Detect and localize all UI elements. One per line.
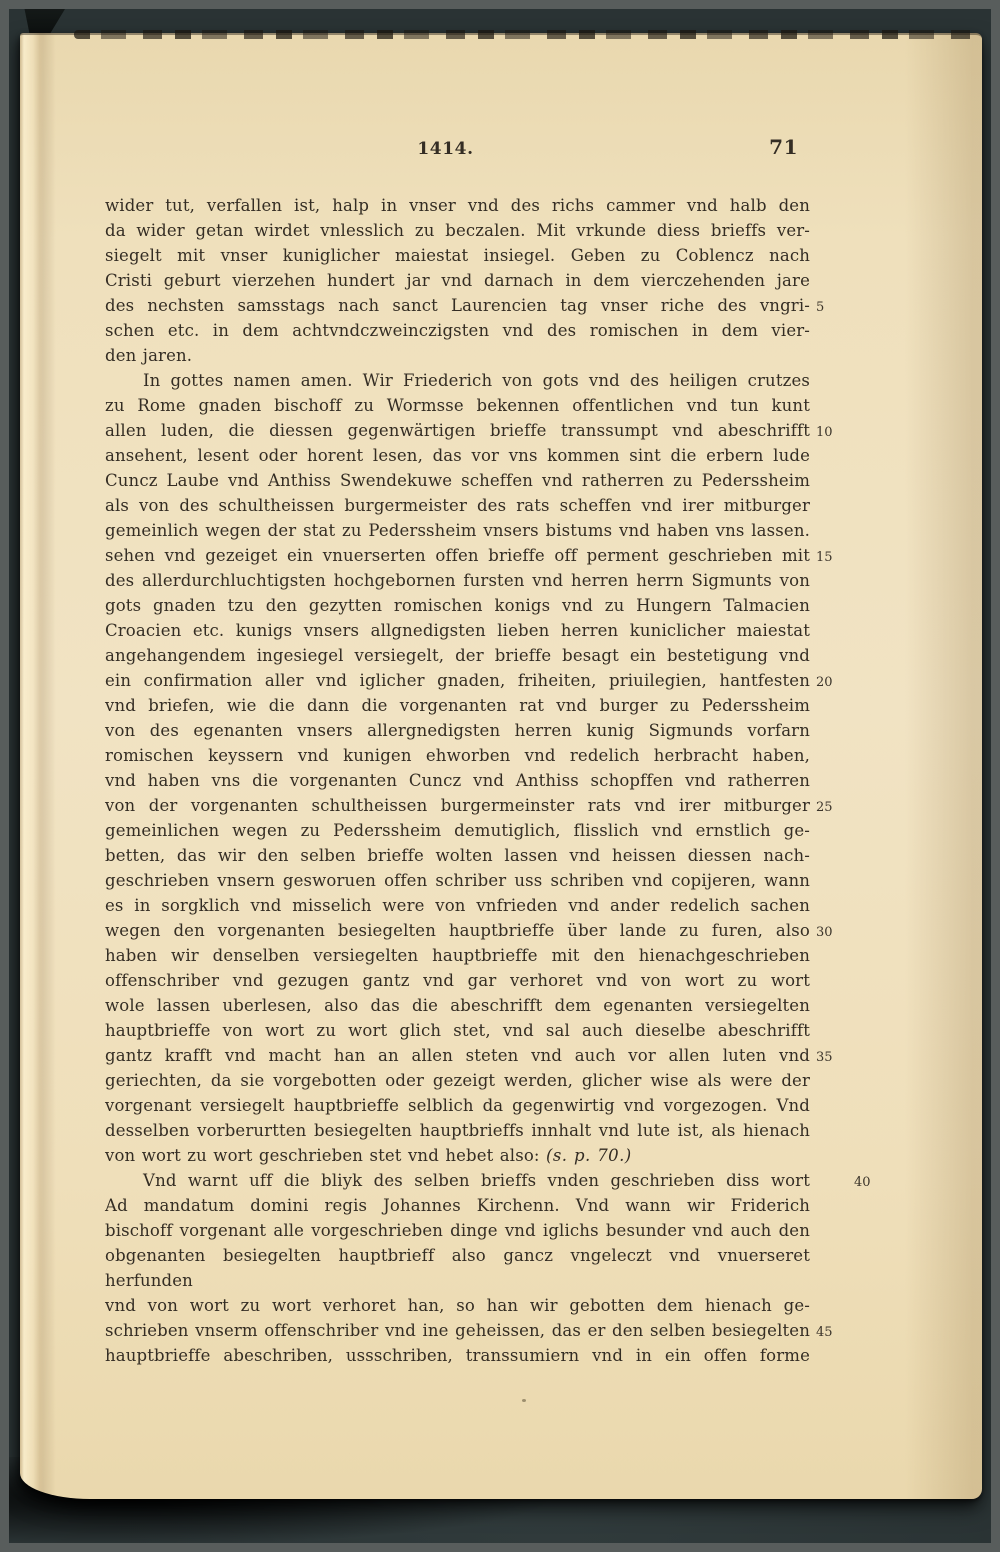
margin-line-number: 40 — [854, 1174, 871, 1190]
year-heading: 1414. — [417, 139, 474, 159]
text-line: Vnd warnt uff die bliyk des selben brieffs vnden geschrieben diss wort 40 — [105, 1168, 810, 1193]
text-line: von wort zu wort geschrieben stet vnd hebet also: (s. p. 70.) — [105, 1146, 632, 1165]
text-line: bischoff vorgenant alle vorgeschrieben dinge vnd iglichs besunder vnd auch den — [105, 1221, 810, 1240]
text-line: romischen keyssern vnd kunigen ehworben vnd redelich herbracht haben, — [105, 746, 810, 765]
text-line: schrieben vnserm offenschriber vnd ine geheissen, das er den selben besiegelten 45 — [105, 1318, 810, 1343]
text-line: allen luden, die diessen gegenwärtigen brieffe transsumpt vnd abeschrifft 10 — [105, 418, 810, 443]
body-text — [105, 193, 871, 1368]
text-line: siegelt mit vnser kuniglicher maiestat insiegel. Geben zu Coblencz nach — [105, 246, 810, 265]
text-line: Ad mandatum domini regis Johannes Kirchenn. Vnd wann wir Friderich — [105, 1196, 810, 1215]
text-line: betten, das wir den selben brieffe wolten lassen vnd heissen diessen nach- — [105, 846, 810, 865]
text-line: desselben vorberurtten besiegelten hauptbrieffs innhalt vnd lute ist, als hienach — [105, 1121, 810, 1140]
text-line: gemeinlich wegen der stat zu Pederssheim vnsers bistums vnd haben vns lassen. — [105, 521, 810, 540]
margin-line-number: 25 — [816, 799, 833, 815]
text-line: wole lassen uberlesen, also das die abeschrifft dem egenanten versiegelten — [105, 996, 810, 1015]
text-line: obgenanten besiegelten hauptbrieff also gancz vngeleczt vnd vnuerseret herfunden — [105, 1246, 810, 1290]
text-line: hauptbrieffe von wort zu wort glich stet, vnd sal auch dieselbe abeschrifft — [105, 1021, 810, 1040]
margin-line-number: 35 — [816, 1049, 833, 1065]
margin-line-number: 5 — [816, 299, 825, 315]
paper-speck — [522, 1399, 526, 1402]
text-line: vorgenant versiegelt hauptbrieffe selblich da gegenwirtig vnd vorgezogen. Vnd — [105, 1096, 810, 1115]
text-line: da wider getan wirdet vnlesslich zu beczalen. Mit vrkunde diess brieffs ver- — [105, 221, 810, 240]
page-header — [105, 135, 810, 171]
text-line: ein confirmation aller vnd iglicher gnaden, friheiten, priuilegien, hantfesten 20 — [105, 668, 810, 693]
text-line: des allerdurchluchtigsten hochgebornen fursten vnd herren herrn Sigmunts von — [105, 571, 810, 590]
text-line: sehen vnd gezeiget ein vnuerserten offen brieffe off perment geschrieben mit 15 — [105, 543, 810, 568]
text-line: offenschriber vnd gezugen gantz vnd gar verhoret vnd von wort zu wort — [105, 971, 810, 990]
text-line: vnd briefen, wie die dann die vorgenanten rat vnd burger zu Pederssheim — [105, 696, 810, 715]
margin-line-number: 45 — [816, 1324, 833, 1340]
text-line: von der vorgenanten schultheissen burgermeinster rats vnd irer mitburger 25 — [105, 793, 810, 818]
text-line: ansehent, lesent oder horent lesen, das vor vns kommen sint die erbern lude — [105, 446, 810, 465]
text-line: In gottes namen amen. Wir Friederich von gots vnd des heiligen crutzes — [143, 371, 810, 390]
text-line: gantz krafft vnd macht han an allen steten vnd auch vor allen luten vnd 35 — [105, 1043, 810, 1068]
text-line: zu Rome gnaden bischoff zu Wormsse bekennen offentlichen vnd tun kunt — [105, 396, 810, 415]
text-line: geriechten, da sie vorgebotten oder gezeigt werden, glicher wise als were der — [105, 1071, 810, 1090]
text-line: geschrieben vnsern gesworuen offen schriber uss schriben vnd copijeren, wann — [105, 871, 810, 890]
text-line: als von des schultheissen burgermeister des rats scheffen vnd irer mitburger — [105, 496, 810, 515]
book-page — [20, 33, 982, 1499]
text-line: Cuncz Laube vnd Anthiss Swendekuwe scheffen vnd ratherren zu Pederssheim — [105, 471, 810, 490]
text-line: vnd von wort zu wort verhoret han, so han wir gebotten dem hienach ge- — [105, 1296, 810, 1315]
text-line: des nechsten samsstags nach sanct Laurencien tag vnser riche des vngri- 5 — [105, 293, 810, 318]
text-line: wegen den vorgenanten besiegelten hauptbrieffe über lande zu furen, also 30 — [105, 918, 810, 943]
margin-line-number: 15 — [816, 549, 833, 565]
margin-line-number: 20 — [816, 674, 833, 690]
text-line: von des egenanten vnsers allergnedigsten herren kunig Sigmunds vorfarn — [105, 721, 810, 740]
page-top-deckle-edge — [74, 30, 980, 39]
text-line: vnd haben vns die vorgenanten Cuncz vnd Anthiss schopffen vnd ratherren — [105, 771, 810, 790]
text-line: gemeinlichen wegen zu Pederssheim demutiglich, flisslich vnd ernstlich ge- — [105, 821, 810, 840]
margin-line-number: 30 — [816, 924, 833, 940]
text-line: haben wir denselben versiegelten hauptbrieffe mit den hienachgeschrieben — [105, 946, 810, 965]
text-line: Croacien etc. kunigs vnsers allgnedigsten lieben herren kuniclicher maiestat — [105, 621, 810, 640]
margin-line-number: 10 — [816, 424, 833, 440]
text-line: wider tut, verfallen ist, halp in vnser vnd des richs cammer vnd halb den — [105, 196, 810, 215]
text-line: den jaren. — [105, 346, 193, 365]
text-line: angehangendem ingesiegel versiegelt, der brieffe besagt ein bestetigung vnd — [105, 646, 810, 665]
text-line: es in sorgklich vnd misselich were von vnfrieden vnd ander redelich sachen — [105, 896, 810, 915]
text-line: schen etc. in dem achtvndczweinczigsten vnd des romischen in dem vier- — [105, 321, 810, 340]
italic-reference: (s. p. 70.) — [546, 1146, 632, 1165]
text-line: gots gnaden tzu den gezytten romischen konigs vnd zu Hungern Talmacien — [105, 596, 810, 615]
page-number: 71 — [769, 135, 798, 159]
text-line: hauptbrieffe abeschriben, ussschriben, transsumiern vnd in ein offen forme — [105, 1346, 810, 1365]
text-line: Cristi geburt vierzehen hundert jar vnd darnach in dem vierczehenden jare — [105, 271, 810, 290]
